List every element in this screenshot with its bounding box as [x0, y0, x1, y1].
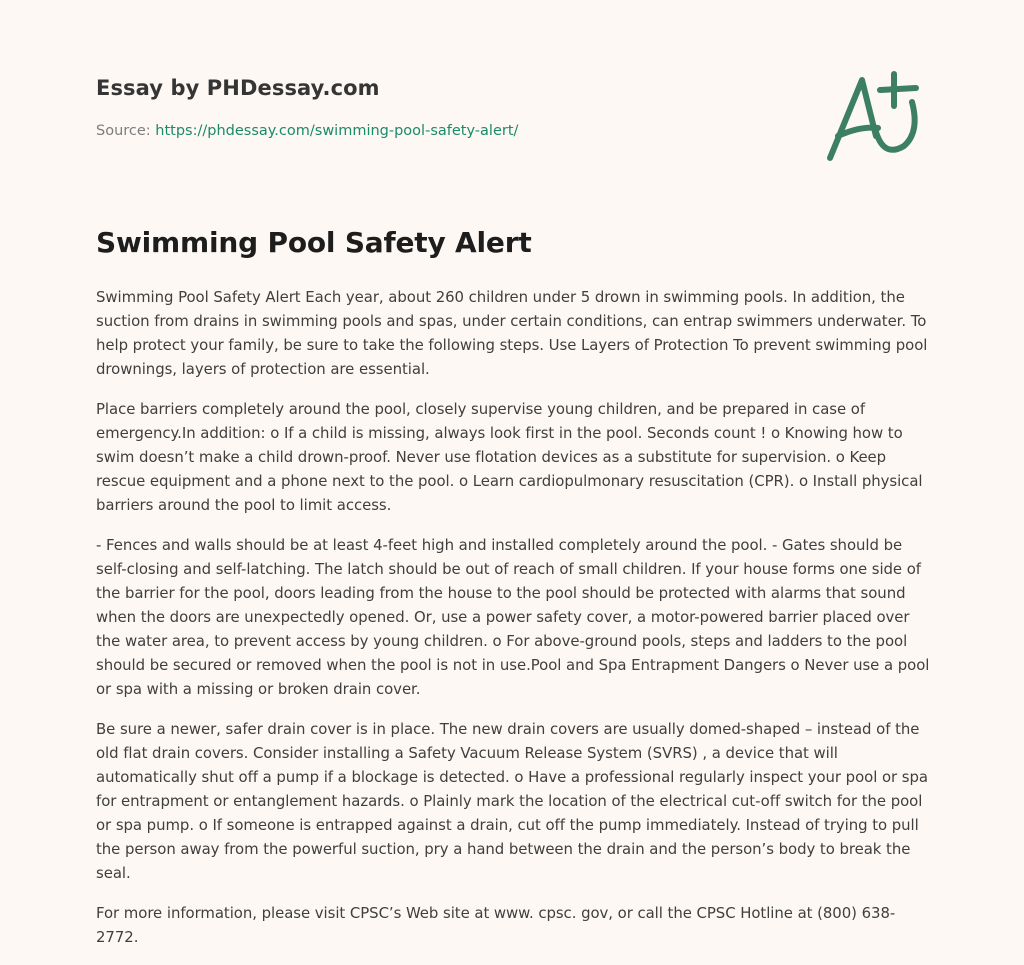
source-link[interactable]: https://phdessay.com/swimming-pool-safety-alert/	[155, 123, 519, 139]
source-line	[96, 123, 518, 139]
essay-title: Swimming Pool Safety Alert	[96, 226, 532, 259]
a-plus-grade-icon	[826, 66, 926, 166]
essay-paragraph: Be sure a newer, safer drain cover is in place. The new drain covers are usually domed-shaped – instead of the old flat drain covers. Consider installing a Safety Vacuum Release System (SVRS) , a device that will automatically shut off a pump if a blockage is detected. o Have a professional regularly inspect your pool or spa for entrapment or entanglement hazards. o Plainly mark the location of the electrical cut-off switch for the pool or spa pump. o If someone is entrapped against a drain, cut off the pump immediately. Instead of trying to pull the person away from the powerful suction, pry a hand between the drain and the person’s body to break the seal.	[96, 720, 928, 882]
site-title: Essay by PHDessay.com	[96, 76, 380, 100]
essay-body	[96, 285, 934, 965]
essay-paragraph: For more information, please visit CPSC’s Web site at www. cpsc. gov, or call the CPSC Hotline at (800) 638-2772.	[96, 904, 896, 946]
source-label: Source:	[96, 123, 151, 139]
essay-paragraph: Place barriers completely around the pool, closely supervise young children, and be prepared in case of emergency.In addition: o If a child is missing, always look first in the pool. Seconds count ! o Knowing how to swim doesn’t make a child drown-proof. Never use flotation devices as a substitute for supervision. o Keep rescue equipment and a phone next to the pool. o Learn cardiopulmonary resuscitation (CPR). o Install physical barriers around the pool to limit access.	[96, 400, 923, 514]
essay-paragraph: - Fences and walls should be at least 4-feet high and installed completely around the pool. - Gates should be self-closing and self-latching. The latch should be out of reach of small children. If your house forms one side of the barrier for the pool, doors leading from the house to the pool should be protected with alarms that sound when the doors are unexpectedly opened. Or, use a power safety cover, a motor-powered barrier placed over the water area, to prevent access by young children. o For above-ground pools, steps and ladders to the pool should be secured or removed when the pool is not in use.Pool and Spa Entrapment Dangers o Never use a pool or spa with a missing or broken drain cover.	[96, 536, 930, 698]
essay-paragraph: Swimming Pool Safety Alert Each year, about 260 children under 5 drown in swimming pools. In addition, the suction from drains in swimming pools and spas, under certain conditions, can entrap swimmers underwater. To help protect your family, be sure to take the following steps. Use Layers of Protection To prevent swimming pool drownings, layers of protection are essential.	[96, 288, 928, 378]
